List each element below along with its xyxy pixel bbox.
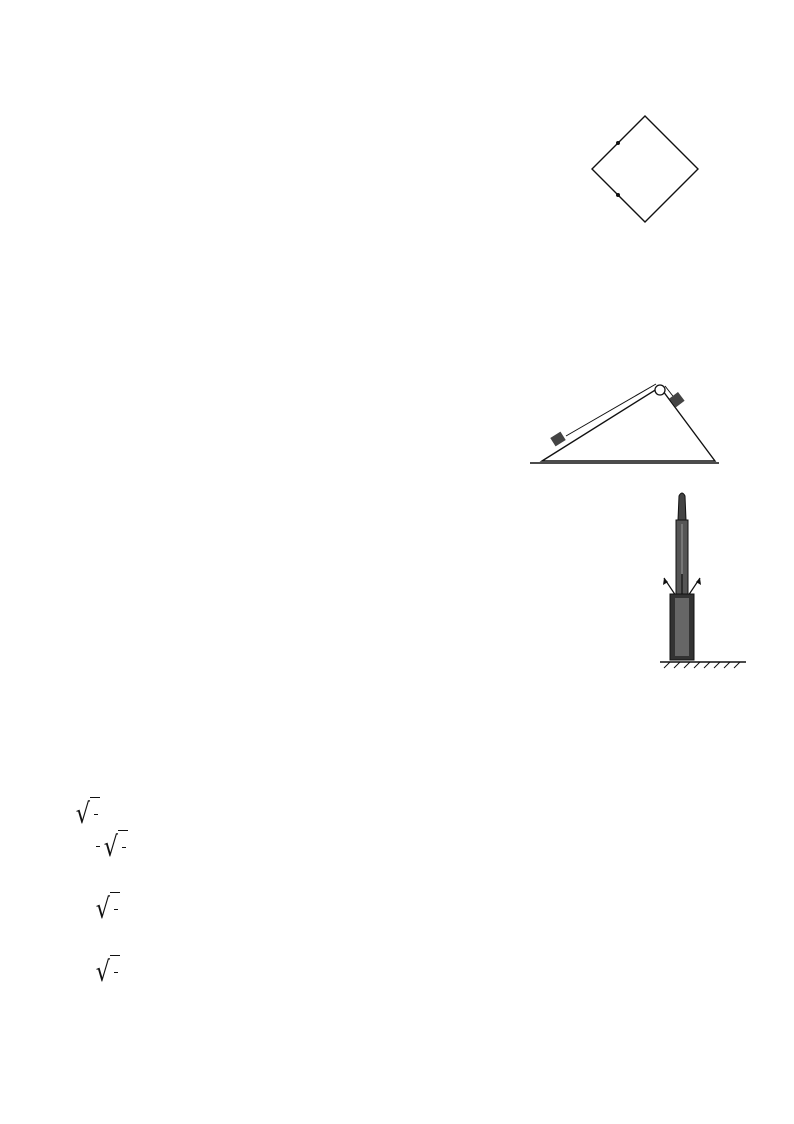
page-footer [140, 1020, 162, 1035]
frac-b-numerator [114, 909, 118, 910]
frac-a-numerator [94, 814, 98, 815]
q10-option-a-line2: √ [94, 830, 128, 863]
frac-r-numerator [122, 847, 126, 848]
q7-square-figure [548, 96, 748, 246]
q8-wedge-figure [520, 378, 720, 468]
q10-field-layers-figure [452, 796, 738, 964]
q10-option-b-line2: √ [94, 892, 120, 925]
q9-rocket-figure [646, 490, 766, 680]
q10-option-a-line1: √ [74, 797, 100, 830]
frac-r-two [96, 846, 100, 847]
frac-c-numerator [114, 972, 118, 973]
q10-option-c-line2: √ [94, 955, 120, 988]
